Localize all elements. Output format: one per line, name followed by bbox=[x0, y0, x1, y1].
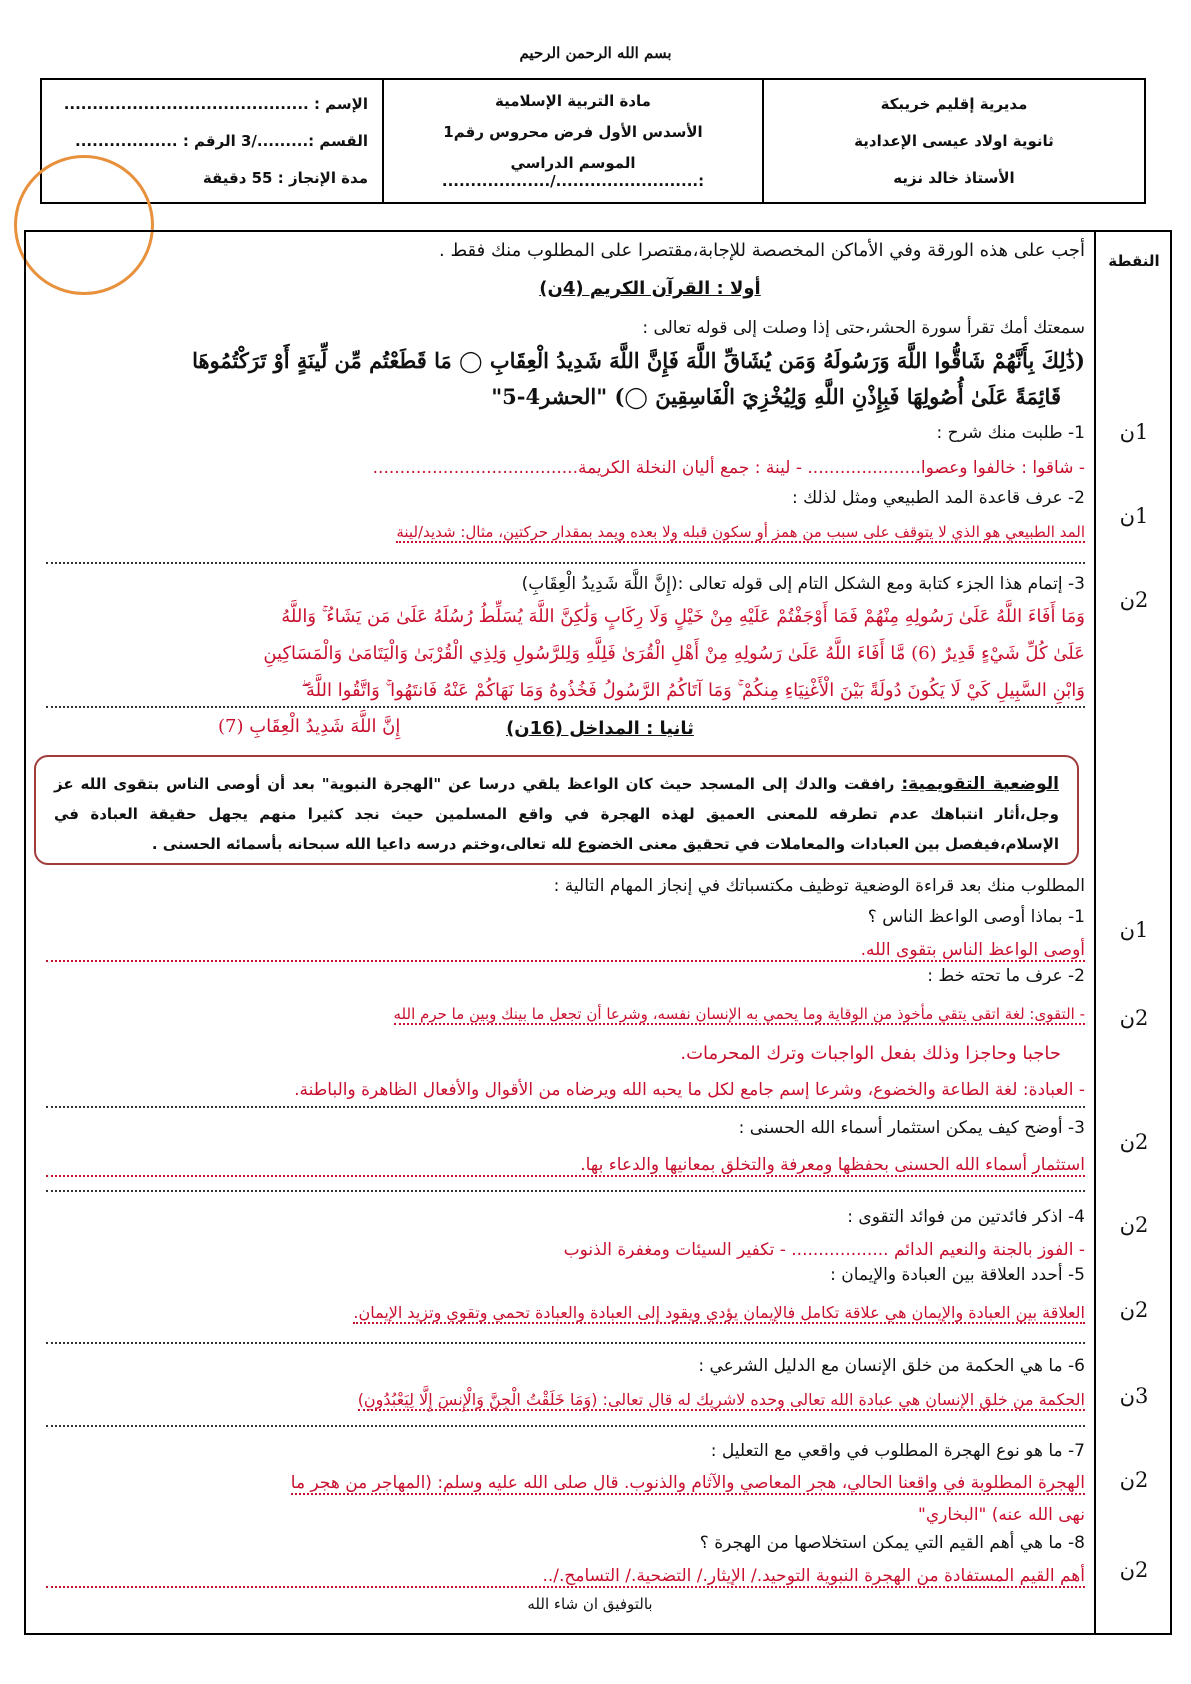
situation-box bbox=[34, 755, 1079, 865]
q3-answer-line-3: وَابْنِ السَّبِيلِ كَيْ لَا يَكُونَ دُولَةً بَيْنَ الْأَغْنِيَاءِ مِنكُمْ ۚ وَمَا آتَاكُمُ الرَّسُولُ فَخُذُوهُ وَمَا نَهَاكُمْ عَنْهُ فَانتَهُوا ۚ وَاتَّقُوا اللَّهَ ۖ bbox=[301, 680, 1085, 701]
q2-blank-line bbox=[46, 562, 1085, 564]
t8-answer: أهم القيم المستفادة من الهجرة النبوية التوحيد./ الإيثار./ التضحية./ التسامح./.. bbox=[46, 1566, 1085, 1588]
q2-points: 1ن bbox=[1119, 504, 1149, 528]
header-table bbox=[40, 78, 1146, 204]
header-teacher: الأستاذ خالد نزيه bbox=[893, 168, 1015, 187]
t7-answer-line-1: الهجرة المطلوبة في واقعنا الحالي، هجر المعاصي والآثام والذنوب. قال صلى الله عليه وسلم: (المهاجر من هجر ما bbox=[290, 1473, 1085, 1493]
t1-label: 1- بماذا أوصى الواعظ الناس ؟ bbox=[867, 907, 1085, 927]
student-class-field[interactable]: القسم :........./3 الرقم : .................. bbox=[75, 131, 368, 150]
q3-answer-line-4: إِنَّ اللَّهَ شَدِيدُ الْعِقَابِ (7) bbox=[218, 716, 401, 737]
t2-answer-taqwa: - التقوى: لغة اتقى يتقي مأخوذ من الوقاية وما يحمي به الإنسان نفسه، وشرعا أن تجعل ما بينك وبين ما حرم الله bbox=[393, 1005, 1085, 1023]
t2-label: 2- عرف ما تحته خط : bbox=[927, 966, 1085, 986]
header-exam: الأسدس الأول فرض محروس رقم1 bbox=[443, 122, 703, 141]
t2-points: 2ن bbox=[1119, 1006, 1149, 1030]
q3-points: 2ن bbox=[1119, 588, 1149, 612]
t1-answer: أوصى الواعظ الناس بتقوى الله. bbox=[46, 940, 1085, 962]
basmala: بسم الله الرحمن الرحيم bbox=[519, 44, 672, 62]
t4-points: 2ن bbox=[1119, 1213, 1149, 1237]
header-directorate: مديرية إقليم خريبكة bbox=[880, 95, 1028, 114]
t1-points: 1ن bbox=[1119, 918, 1149, 942]
t8-points: 2ن bbox=[1119, 1558, 1149, 1582]
t2-blank-line bbox=[46, 1106, 1085, 1108]
q2-answer: المد الطبيعي هو الذي لا يتوقف على سبب من همز أو سكون قبله ولا بعده ويمد بمقدار حركتين، مثال: شديد/لينة bbox=[396, 523, 1085, 541]
t2-answer-ibada: - العبادة: لغة الطاعة والخضوع، وشرعا إسم جامع لكل ما يحبه الله ويرضاه من الأقوال والأفعال الظاهرة والباطنة. bbox=[294, 1080, 1085, 1100]
points-column-divider bbox=[1094, 230, 1096, 1635]
q2-label: 2- عرف قاعدة المد الطبيعي ومثل لذلك : bbox=[791, 488, 1085, 508]
t7-label: 7- ما هو نوع الهجرة المطلوب في واقعي مع التعليل : bbox=[710, 1441, 1085, 1461]
t2-answer-taqwa-cont: حاجبا وحاجزا وذلك بفعل الواجبات وترك المحرمات. bbox=[680, 1043, 1061, 1064]
situation-text: رافقت والدك إلى المسجد حيث كان الواعظ يلقي درسا عن "الهجرة النبوية" بعد أن أوصى الناس بتقوى الله عز وجل،أثار انتباهك عدم تطرقه للمعنى العميق لهذه الهجرة في واقع المسلمين حيث نجد كثيرا منهم يجهل حقيقة العبادة في الإسلام،فيفصل بين العبادات والمعاملات في تحقيق معنى الخضوع لله تعالى،وختم درسه داعيا الله سبحانه بأسمائه الحسنى . bbox=[54, 775, 1059, 853]
t5-points: 2ن bbox=[1119, 1298, 1149, 1322]
verse-line-2: قَائِمَةً عَلَىٰ أُصُولِهَا فَبِإِذْنِ اللَّهِ وَلِيُخْزِيَ الْفَاسِقِينَ ◯) "الحشر4-5" bbox=[491, 384, 1061, 409]
header-subject: مادة التربية الإسلامية bbox=[495, 92, 651, 111]
t3-answer: استثمار أسماء الله الحسنى بحفظها ومعرفة والتخلق بمعانيها والدعاء بها. bbox=[46, 1155, 1085, 1177]
t4-label: 4- اذكر فائدتين من فوائد التقوى : bbox=[847, 1207, 1085, 1227]
section1-intro: سمعتك أمك تقرأ سورة الحشر،حتى إذا وصلت إلى قوله تعالى : bbox=[642, 318, 1085, 338]
t5-label: 5- أحدد العلاقة بين العبادة والإيمان : bbox=[830, 1265, 1085, 1285]
q1-points: 1ن bbox=[1119, 420, 1149, 444]
student-name-field[interactable]: الإسم : ........................................... bbox=[63, 95, 368, 114]
header-school-column bbox=[762, 80, 1144, 202]
q3-blank-line bbox=[46, 706, 1085, 708]
instruction: أجب على هذه الورقة وفي الأماكن المخصصة للإجابة،مقتصرا على المطلوب منك فقط . bbox=[439, 240, 1085, 261]
q1-label: 1- طلبت منك شرح : bbox=[936, 423, 1085, 443]
verse-line-1: (ذَٰلِكَ بِأَنَّهُمْ شَاقُّوا اللَّهَ وَرَسُولَهُ وَمَن يُشَاقِّ اللَّهَ فَإِنَّ اللَّهَ شَدِيدُ الْعِقَابِ ◯ مَا قَطَعْتُم مِّن لِّينَةٍ أَوْ تَرَكْتُمُوهَا bbox=[192, 348, 1085, 373]
t7-points: 2ن bbox=[1119, 1468, 1149, 1492]
t3-label: 3- أوضح كيف يمكن استثمار أسماء الله الحسنى : bbox=[738, 1118, 1085, 1138]
t8-label: 8- ما هي أهم القيم التي يمكن استخلاصها من الهجرة ؟ bbox=[699, 1533, 1085, 1553]
header-school: ثانوية اولاد عيسى الإعدادية bbox=[854, 131, 1054, 150]
t6-blank-line bbox=[46, 1425, 1085, 1427]
section2-title: ثانيا : المداخل (16ن) bbox=[506, 718, 694, 739]
t7-answer-line-2: نهى الله عنه) "البخاري" bbox=[918, 1505, 1085, 1525]
t6-label: 6- ما هي الحكمة من خلق الإنسان مع الدليل الشرعي : bbox=[698, 1356, 1085, 1376]
situation-label: الوضعية التقويمية: bbox=[901, 774, 1059, 794]
t5-blank-line bbox=[46, 1342, 1085, 1344]
t5-answer: العلاقة بين العبادة والإيمان هي علاقة تكامل فالإيمان يؤدي ويقود إلى العبادة والعبادة تحمي وتقوي وتزيد الإيمان. bbox=[353, 1303, 1085, 1322]
q1-answer: - شاقوا : خالفوا وعصوا..................... - لينة : جمع أليان النخلة الكريمة...................................... bbox=[372, 458, 1085, 478]
t3-blank-line bbox=[46, 1190, 1085, 1192]
q3-answer-line-2: عَلَىٰ كُلِّ شَيْءٍ قَدِيرٌ (6) مَّا أَفَاءَ اللَّهُ عَلَىٰ رَسُولِهِ مِنْ أَهْلِ الْقُرَىٰ فَلِلَّهِ وَلِلرَّسُولِ وَلِذِي الْقُرْبَىٰ وَالْيَتَامَىٰ وَالْمَسَاكِينِ bbox=[263, 643, 1085, 664]
q3-answer-line-1: وَمَا أَفَاءَ اللَّهُ عَلَىٰ رَسُولِهِ مِنْهُمْ فَمَا أَوْجَفْتُمْ عَلَيْهِ مِنْ خَيْلٍ وَلَا رِكَابٍ وَلَٰكِنَّ اللَّهَ يُسَلِّطُ رُسُلَهُ عَلَىٰ مَن يَشَاءُ ۚ وَاللَّهُ bbox=[281, 606, 1085, 627]
t3-points: 2ن bbox=[1119, 1130, 1149, 1154]
exam-duration: مدة الإنجاز : 55 دقيقة bbox=[202, 168, 368, 187]
section1-title: أولا : القرآن الكريم (4ن) bbox=[539, 278, 761, 299]
closing-wish: بالتوفيق ان شاء الله bbox=[527, 1595, 653, 1613]
t6-answer: الحكمة من خلق الإنسان هي عبادة الله تعالى وحده لاشريك له قال تعالى: (وَمَا خَلَقْتُ الْجِنَّ وَالْإِنسَ إِلَّا لِيَعْبُدُونِ) bbox=[357, 1390, 1085, 1409]
tasks-intro: المطلوب منك بعد قراءة الوضعية توظيف مكتسباتك في إنجاز المهام التالية : bbox=[553, 876, 1085, 896]
t4-answer: - الفوز بالجنة والنعيم الدائم .................. - تكفير السيئات ومغفرة الذنوب bbox=[563, 1240, 1085, 1260]
points-column-header: النقطة bbox=[1108, 252, 1160, 270]
header-year: الموسم الدراسي :........................./................... bbox=[441, 153, 705, 190]
t6-points: 3ن bbox=[1119, 1384, 1149, 1408]
header-subject-column bbox=[382, 80, 762, 202]
q3-label: 3- إتمام هذا الجزء كتابة ومع الشكل التام إلى قوله تعالى :(إِنَّ اللَّهَ شَدِيدُ الْعِقَابِ) bbox=[521, 574, 1085, 594]
